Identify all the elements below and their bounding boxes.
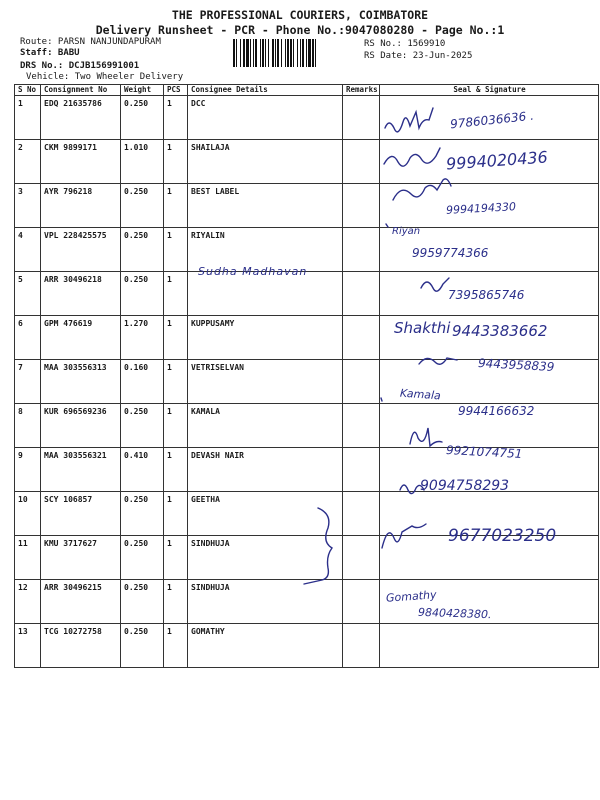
pcs-cell: 1	[164, 404, 188, 448]
table-header-row	[15, 85, 599, 96]
handwritten-name-row8: Kamala	[399, 386, 442, 403]
pcs-cell: 1	[164, 140, 188, 184]
consignee-cell: RIYALIN	[188, 228, 343, 272]
barcode-bar	[272, 39, 274, 67]
sno-cell: 6	[15, 316, 41, 360]
drs-number: DRS No.: DCJB156991001	[20, 61, 140, 71]
consignment-cell: GPM 476619	[41, 316, 121, 360]
consignment-cell: ARR 30496218	[41, 272, 121, 316]
pcs-cell: 1	[164, 580, 188, 624]
handwritten-name-row4: Riyan	[392, 226, 421, 237]
sno-cell: 5	[15, 272, 41, 316]
table-row	[15, 624, 599, 668]
weight-cell: 0.250	[121, 184, 164, 228]
sno-cell: 10	[15, 492, 41, 536]
company-title: THE PROFESSIONAL COURIERS, COIMBATORE	[171, 8, 429, 22]
col-pcs-header: PCS	[164, 85, 188, 96]
remarks-cell	[343, 96, 380, 140]
handwritten-phone-row8: 9944166632	[458, 404, 535, 418]
handwritten-phone-row3: 9994194330	[445, 200, 517, 217]
remarks-cell	[343, 272, 380, 316]
barcode-bar	[260, 39, 261, 67]
consignee-cell: VETRISELVAN	[188, 360, 343, 404]
handwritten-phone-row9: 9921074751	[445, 443, 523, 461]
barcode-bar	[246, 39, 249, 67]
consignment-cell: AYR 796218	[41, 184, 121, 228]
pcs-cell: 1	[164, 492, 188, 536]
remarks-cell	[343, 404, 380, 448]
weight-cell: 0.250	[121, 536, 164, 580]
consignment-cell: TCG 10272758	[41, 624, 121, 668]
barcode-bar	[277, 39, 279, 67]
handwritten-name-row13: Gomathy	[385, 588, 437, 605]
sno-cell: 3	[15, 184, 41, 228]
consignee-cell: SINDHUJA	[188, 536, 343, 580]
consignment-cell: SCY 106857	[41, 492, 121, 536]
pcs-cell: 1	[164, 536, 188, 580]
consignee-cell: BEST LABEL	[188, 184, 343, 228]
barcode-bar	[297, 39, 298, 67]
col-remarks-header: Remarks	[343, 85, 380, 96]
signature-cell	[380, 624, 599, 668]
consignee-cell: DEVASH NAIR	[188, 448, 343, 492]
barcode-bar	[281, 39, 282, 67]
pcs-cell: 1	[164, 228, 188, 272]
weight-cell: 0.250	[121, 96, 164, 140]
handwritten-phone-row6: 9443383662	[452, 322, 548, 340]
col-weight-header: Weight	[121, 85, 164, 96]
sno-cell: 13	[15, 624, 41, 668]
barcode-bar	[253, 39, 254, 67]
barcode-bar	[243, 39, 245, 67]
consignment-cell: MAA 303556321	[41, 448, 121, 492]
barcode-bar	[312, 39, 314, 67]
barcode-bar	[293, 39, 294, 67]
handwritten-phone-row5: 7395865746	[448, 288, 525, 302]
consignment-cell: VPL 228425575	[41, 228, 121, 272]
pcs-cell: 1	[164, 360, 188, 404]
consignee-cell: KAMALA	[188, 404, 343, 448]
remarks-cell	[343, 316, 380, 360]
consignee-cell	[188, 272, 343, 316]
remarks-cell	[343, 492, 380, 536]
handwritten-phone-row13: 9840428380.	[417, 605, 492, 622]
weight-cell: 0.160	[121, 360, 164, 404]
weight-cell: 0.250	[121, 272, 164, 316]
sno-cell: 9	[15, 448, 41, 492]
handwritten-phone-row11: 9677023250	[448, 526, 557, 546]
barcode-bar	[265, 39, 266, 67]
pcs-cell: 1	[164, 272, 188, 316]
consignee-cell: GEETHA	[188, 492, 343, 536]
rs-number: RS No.: 1569910	[364, 39, 446, 49]
barcode-bar	[250, 39, 251, 67]
table-row	[15, 580, 599, 624]
sno-cell: 2	[15, 140, 41, 184]
handwritten-phone-row4: 9959774366	[412, 246, 489, 260]
barcode-bar	[300, 39, 301, 67]
pcs-cell: 1	[164, 184, 188, 228]
remarks-cell	[343, 184, 380, 228]
barcode-bar	[275, 39, 276, 67]
barcode-bar	[262, 39, 264, 67]
remarks-cell	[343, 624, 380, 668]
barcode-bar	[236, 39, 237, 67]
weight-cell: 0.250	[121, 228, 164, 272]
handwritten-phone-row10: 9094758293	[420, 478, 510, 494]
remarks-cell	[343, 536, 380, 580]
barcode-bar	[306, 39, 307, 67]
col-consignee-header: Consignee Details	[188, 85, 343, 96]
handwritten-consignee-row5: Sudha Madhavan	[198, 265, 308, 278]
sno-cell: 1	[15, 96, 41, 140]
weight-cell: 0.250	[121, 404, 164, 448]
consignee-cell: KUPPUSAMY	[188, 316, 343, 360]
barcode-bar	[255, 39, 257, 67]
sno-cell: 8	[15, 404, 41, 448]
col-seal-header: Seal & Signature	[380, 85, 599, 96]
remarks-cell	[343, 580, 380, 624]
col-sno-header: S No	[15, 85, 41, 96]
barcode-bar	[308, 39, 311, 67]
sno-cell: 12	[15, 580, 41, 624]
consignee-cell: GOMATHY	[188, 624, 343, 668]
pcs-cell: 1	[164, 448, 188, 492]
weight-cell: 0.250	[121, 624, 164, 668]
handwritten-phone-row7: 9443958839	[477, 356, 555, 374]
barcode-bar	[287, 39, 289, 67]
weight-cell: 1.010	[121, 140, 164, 184]
weight-cell: 0.250	[121, 492, 164, 536]
weight-cell: 1.270	[121, 316, 164, 360]
consignee-cell: DCC	[188, 96, 343, 140]
barcode-bar	[290, 39, 292, 67]
barcode-bar	[285, 39, 286, 67]
pcs-cell: 1	[164, 624, 188, 668]
staff-label: Staff: BABU	[20, 48, 80, 58]
sno-cell: 7	[15, 360, 41, 404]
consignee-cell: SHAILAJA	[188, 140, 343, 184]
remarks-cell	[343, 448, 380, 492]
consignment-cell: CKM 9899171	[41, 140, 121, 184]
remarks-cell	[343, 360, 380, 404]
remarks-cell	[343, 140, 380, 184]
barcode-bar	[240, 39, 241, 67]
consignment-cell: KUR 696569236	[41, 404, 121, 448]
weight-cell: 0.250	[121, 580, 164, 624]
barcode-bar	[233, 39, 235, 67]
col-consignment-header: Consignment No	[41, 85, 121, 96]
sno-cell: 4	[15, 228, 41, 272]
barcode-bar	[268, 39, 269, 67]
vehicle-label: Vehicle: Two Wheeler Delivery	[26, 72, 184, 82]
rs-date: RS Date: 23-Jun-2025	[364, 51, 473, 61]
route-label: Route: PARSN NANJUNDAPURAM	[20, 37, 161, 47]
handwritten-phone-row1: 9786036636 .	[449, 108, 535, 132]
runsheet-title: Delivery Runsheet - PCR - Phone No.:9047080280 - Page No.:1	[95, 23, 505, 37]
weight-cell: 0.410	[121, 448, 164, 492]
barcode-bar	[302, 39, 304, 67]
consignment-cell: EDQ 21635786	[41, 96, 121, 140]
consignment-cell: ARR 30496215	[41, 580, 121, 624]
sno-cell: 11	[15, 536, 41, 580]
pcs-cell: 1	[164, 96, 188, 140]
pcs-cell: 1	[164, 316, 188, 360]
remarks-cell	[343, 228, 380, 272]
barcode-image	[233, 39, 355, 67]
handwritten-phone-row2: 9994020436	[445, 147, 549, 174]
handwritten-name-row6: Shakthi	[394, 319, 451, 337]
consignee-cell: SINDHUJA	[188, 580, 343, 624]
barcode-bar	[315, 39, 316, 67]
consignment-cell: KMU 3717627	[41, 536, 121, 580]
consignment-cell: MAA 303556313	[41, 360, 121, 404]
runsheet-table	[14, 84, 599, 668]
